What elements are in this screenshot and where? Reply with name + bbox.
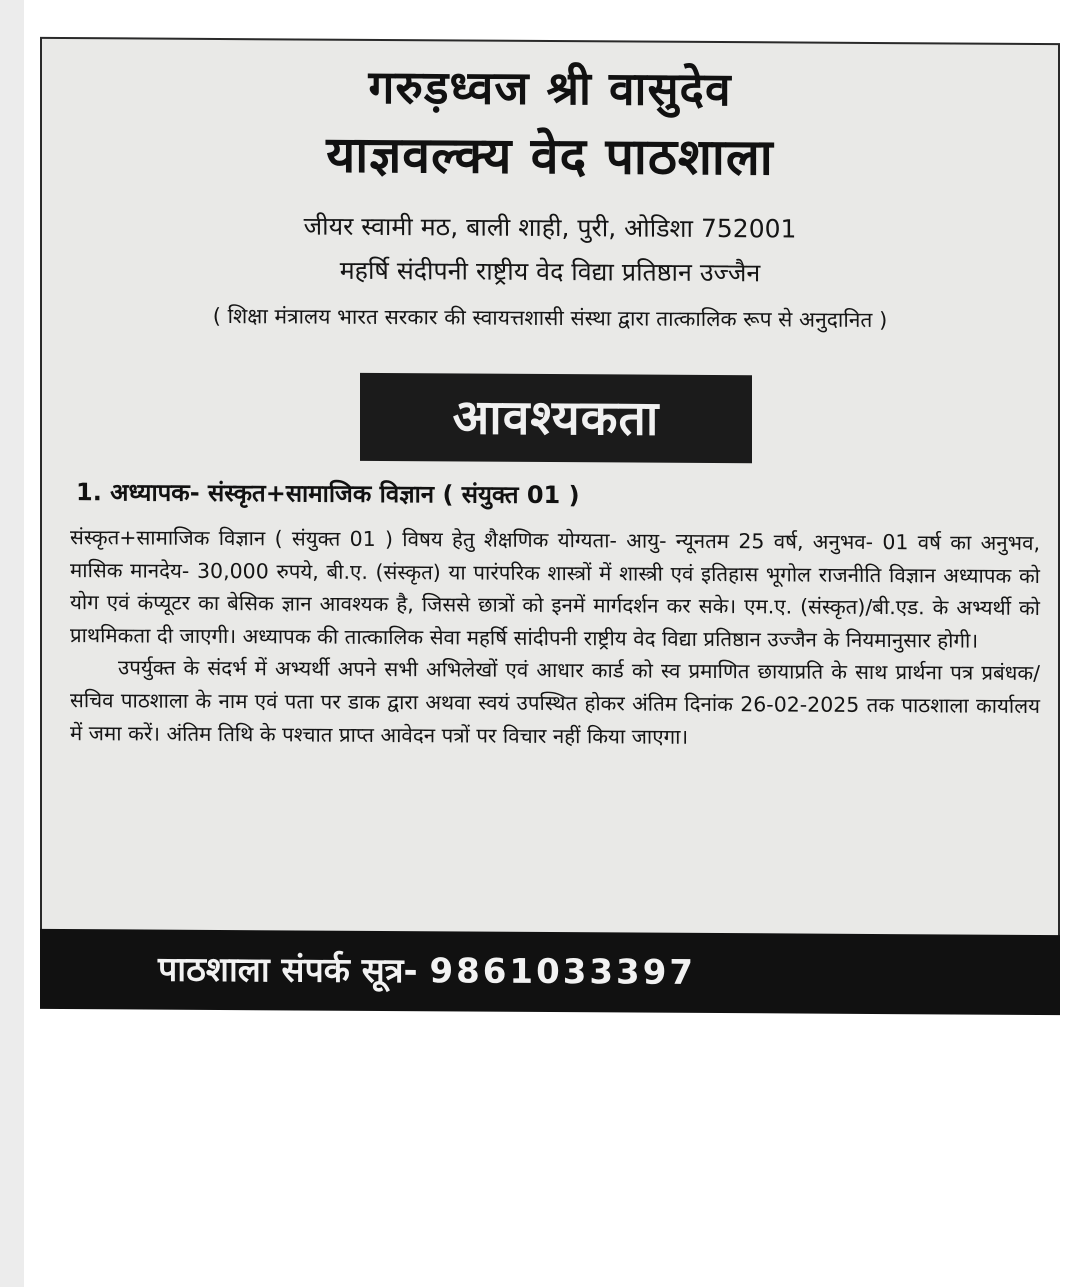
requirement-banner: आवश्यकता [360,373,752,463]
title-line-2: याज्ञवल्क्य वेद पाठशाला [326,125,774,187]
position-heading: 1. अध्यापक- संस्कृत+सामाजिक विज्ञान ( संयुक्त 01 ) [76,478,580,510]
contact-phone: 9861033397 [429,951,697,993]
newspaper-advertisement [40,37,1060,1013]
title-line-1: गरुड़ध्वज श्री वासुदेव [368,59,732,117]
contact-label: पाठशाला संपर्क सूत्र- [158,949,418,992]
page-margin-strip [0,0,24,1287]
institution-line: महर्षि संदीपनी राष्ट्रीय वेद विद्या प्रतिष्ठान उज्जैन [339,255,761,288]
position-details [70,521,1040,755]
address-line: जीयर स्वामी मठ, बाली शाही, पुरी, ओडिशा 752001 [303,211,797,244]
funding-note: ( शिक्षा मंत्रालय भारत सरकार की स्वायत्तशासी संस्था द्वारा तात्कालिक रूप से अनुदानित ) [212,303,888,333]
contact-footer [40,929,1060,1015]
application-paragraph: उपर्युक्त के संदर्भ में अभ्यर्थी अपने सभी अभिलेखों एवं आधार कार्ड को स्व प्रमाणित छायाप्रति के साथ प्रार्थना पत्र प्रबंधक/ सचिव पाठशाला के नाम एवं पता पर डाक द्वारा अथवा स्वयं उपस्थित होकर अंतिम दिनांक 26-02-2025 तक पाठशाला कार्यालय में जमा करें। अंतिम तिथि के पश्चात प्राप्त आवेदन पत्रों पर विचार नहीं किया जाएगा। [70,655,1040,749]
eligibility-paragraph: संस्कृत+सामाजिक विज्ञान ( संयुक्त 01 ) विषय हेतु शैक्षणिक योग्यता- आयु- न्यूनतम 25 वर्ष, अनुभव- 01 वर्ष का अनुभव, मासिक मानदेय- 30,000 रुपये, बी.ए. (संस्कृत) या पारंपरिक शास्त्रों में शास्त्री एवं इतिहास भूगोल राजनीति विज्ञान अध्यापक को योग एवं कंप्यूटर का बेसिक ज्ञान आवश्यक है, जिससे छात्रों को इनमें मार्गदर्शन कर सके। एम.ए. (संस्कृत)/बी.एड. के अभ्यर्थी को प्राथमिकता दी जाएगी। अध्यापक की तात्कालिक सेवा महर्षि सांदीपनी राष्ट्रीय वेद विद्या प्रतिष्ठान उज्जैन के नियमानुसार होगी। [70,525,1040,653]
